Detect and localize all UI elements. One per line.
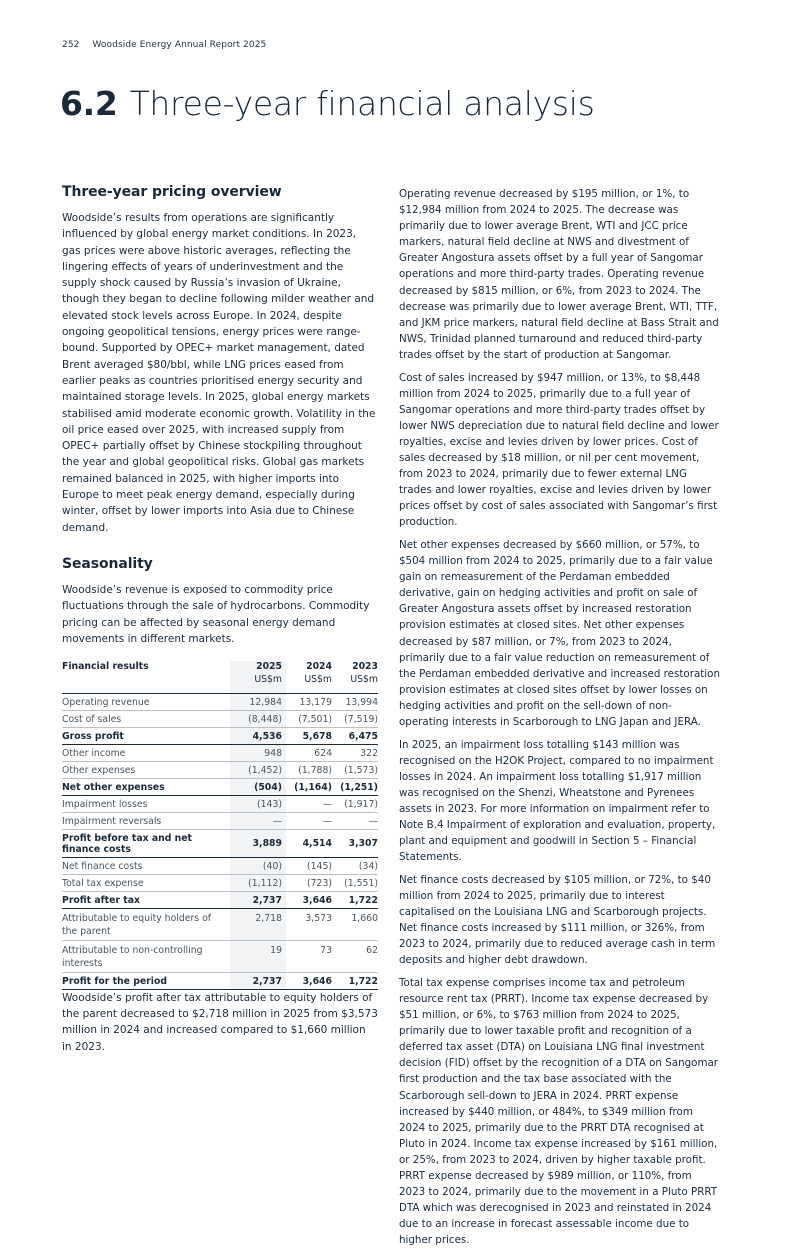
section-number: 6.2: [60, 84, 118, 123]
table-row-total: Profit for the period 2,737 3,646 1,722: [62, 972, 378, 989]
left-column: [62, 184, 378, 1064]
cost-of-sales-paragraph: Cost of sales increased by $947 million, or 13%, to $8,448 million from 2024 to 2025, primarily due to a full year of Sangomar operations and more third-party trades offset by lower NWS depreciation due to natural field decline and lower royalties, excise and levies driven by lower prices. Cost of sales decreased by $18 million, or nil per cent movement, from 2023 to 2024, primarily due to fewer external LNG trades and lower royalties, excise and levies driven by lower prices offset by cost of sales associated with Sangomar’s first production.: [399, 371, 719, 529]
table-row: Impairment reversals — — —: [62, 812, 378, 829]
pricing-heading: Three-year pricing overview: [62, 184, 282, 200]
section-title: Three-year financial analysis: [129, 84, 595, 123]
seasonality-paragraph: Woodside’s revenue is exposed to commodity price fluctuations through the sale of hydrocarbons. Commodity pricing can be affected by seasonal energy demand movements in different markets.: [62, 583, 370, 645]
column-header-2024: 2024 US$m: [286, 661, 332, 693]
net-finance-costs-paragraph: Net finance costs decreased by $105 million, or 72%, to $40 million from 2024 to 2025, primarily due to interest capitalised on the Louisiana LNG and Scarborough projects. Net finance costs increased by $111 million, or 326%, from 2023 to 2024, primarily due to reduced average cash in term deposits and higher debt drawdown.: [399, 873, 716, 967]
page-number: 252: [62, 40, 80, 50]
column-header-2023: 2023 US$m: [332, 661, 378, 693]
table-row: Total tax expense (1,112) (723) (1,551): [62, 874, 378, 891]
financial-results-table: [62, 661, 378, 990]
seasonality-heading: Seasonality: [62, 555, 153, 572]
table-header-row: [62, 661, 378, 693]
table-row: Attributable to equity holders of the parent 2,718 3,573 1,660: [62, 908, 378, 940]
impairment-paragraph: In 2025, an impairment loss totalling $143 million was recognised on the H2OK Project, compared to no impairment losses in 2024. An impairment loss totalling $1,917 million was recognised on the Shenzi, Wheatstone and Pyrenees assets in 2023. For more information on impairment refer to Note B.4 Impairment of exploration and evaluation, property, plant and equipment and goodwill in Section 5 – Financial Statements.: [399, 738, 716, 864]
page-header: [62, 40, 266, 50]
net-other-expenses-paragraph: Net other expenses decreased by $660 million, or 57%, to $504 million from 2024 to 2025, primarily due to a fair value gain on remeasurement of the Perdaman embedded derivative, gain on hedging activities and profit on sale of Greater Angostura assets offset by increased restoration provision estimates at closed sites. Net other expenses decreased by $87 million, or 7%, from 2023 to 2024, primarily due to a fair value reduction on remeasurement of the Perdaman embedded derivative and increased restoration provision estimates at closed sites offset by lower losses on hedging activities and profit on the sell-down of non-operating interests in Scarborough to LNG Japan and JERA.: [399, 538, 720, 728]
table-header-label: Financial results: [62, 661, 230, 693]
table-row-total: Gross profit 4,536 5,678 6,475: [62, 727, 378, 744]
column-header-2025: 2025 US$m: [230, 661, 286, 693]
table-row: Attributable to non-controlling interests 19 73 62: [62, 940, 378, 972]
operating-revenue-paragraph: Operating revenue decreased by $195 million, or 1%, to $12,984 million from 2024 to 2025. The decrease was primarily due to lower average Brent, WTI and JCC price markers, natural field decline at NWS and divestment of Greater Angostura assets offset by a full year of Sangomar operations and more third-party trades. Operating revenue decreased by $815 million, or 6%, from 2023 to 2024. The decrease was primarily due to lower average Brent, WTI, TTF, and JKM price markers, natural field decline at Bass Strait and NWS, Trinidad planned turnaround and reduced third-party trades offset by the start of production at Sangomar.: [399, 188, 719, 361]
page-title: [60, 84, 594, 123]
pricing-paragraph: Woodside’s results from operations are significantly influenced by global energy market conditions. In 2023, gas prices were above historic averages, reflecting the lingering effects of years of underinvestment and the supply shock caused by Russia’s invasion of Ukraine, though they began to decline following milder weather and elevated stock levels across Europe. In 2024, despite ongoing geopolitical tensions, energy prices were range-bound. Supported by OPEC+ market management, dated Brent averaged $80/bbl, while LNG prices eased from earlier peaks as countries prioritised energy security and maintained storage levels. In 2025, global energy markets stabilised amid moderate economic growth. Volatility in the oil price eased over 2025, with increased supply from OPEC+ partially offset by Chinese stockpiling throughout the year and global geopolitical risks. Global gas markets remained balanced in 2025, with higher imports into Europe to meet peak energy demand, especially during winter, offset by lower imports into Asia due to Chinese demand.: [62, 212, 376, 534]
table-row-total: Profit before tax and net finance costs 3,889 4,514 3,307: [62, 829, 378, 857]
table-row: Net finance costs (40) (145) (34): [62, 857, 378, 874]
table-row: Cost of sales (8,448) (7,501) (7,519): [62, 710, 378, 727]
table-row: Other income 948 624 322: [62, 744, 378, 761]
table-row: Impairment losses (143) — (1,917): [62, 795, 378, 812]
table-row: Operating revenue 12,984 13,179 13,994: [62, 693, 378, 710]
right-column: [399, 186, 721, 1255]
table-row-total: Profit after tax 2,737 3,646 1,722: [62, 891, 378, 908]
table-row: Other expenses (1,452) (1,788) (1,573): [62, 761, 378, 778]
profit-summary-paragraph: Woodside’s profit after tax attributable to equity holders of the parent decreased to $2,718 million in 2025 from $3,573 million in 2024 and increased compared to $1,660 million in 2023.: [62, 991, 378, 1053]
report-title: Woodside Energy Annual Report 2025: [92, 40, 267, 50]
tax-expense-paragraph: Total tax expense comprises income tax and petroleum resource rent tax (PRRT). Income tax expense decreased by $51 million, or 6%, to $763 million from 2024 to 2025, primarily due to lower taxable profit and recognition of a deferred tax asset (DTA) on Louisiana LNG final investment decision (FID) offset by the recognition of a DTA on Sangomar first production and the tax base associated with the Scarborough sell-down to JERA in 2024. PRRT expense increased by $440 million, or 484%, to $349 million from 2024 to 2025, primarily due to the PRRT DTA recognised at Pluto in 2024. Income tax expense increased by $161 million, or 25%, from 2023 to 2024, driven by higher taxable profit. PRRT expense decreased by $989 million, or 110%, from 2023 to 2024, primarily due to the movement in a Pluto PRRT DTA which was derecognised in 2023 and reinstated in 2024 due to an increase in forecast assessable income due to higher prices.: [399, 976, 719, 1247]
table-row-total: Net other expenses (504) (1,164) (1,251): [62, 778, 378, 795]
